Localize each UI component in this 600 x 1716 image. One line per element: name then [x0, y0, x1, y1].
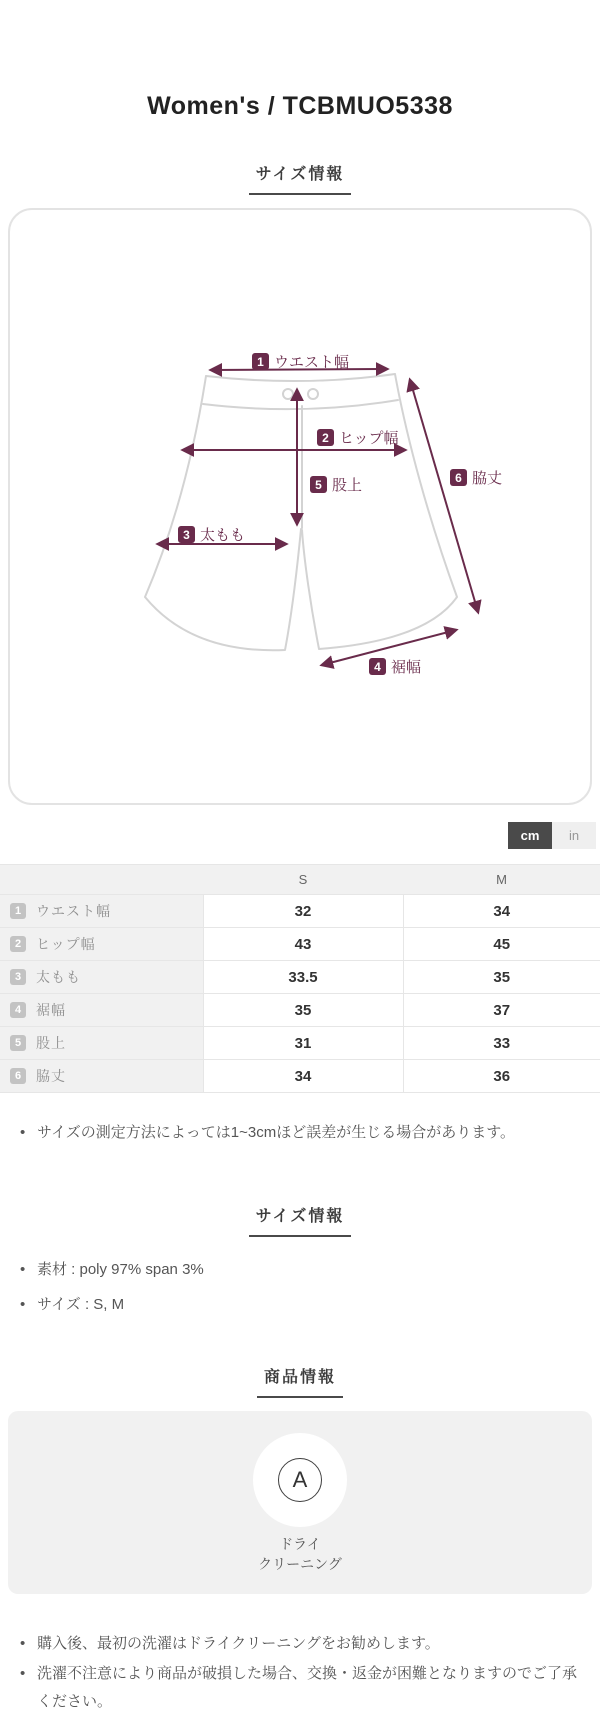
table-row: [0, 1060, 600, 1093]
shorts-measurement-diagram: [10, 210, 594, 807]
care-bullet-list: [0, 1630, 600, 1715]
care-instruction-panel: [8, 1411, 592, 1594]
size-table-col-m: M: [403, 865, 600, 895]
row-badge: 3: [10, 969, 26, 985]
row-label: 太もも: [36, 969, 81, 985]
bullet-dot: •: [20, 1124, 26, 1141]
button-right: [308, 389, 318, 399]
diagram-label-side-length: 脇丈: [472, 470, 503, 487]
size-value: 37: [403, 994, 600, 1027]
size-table: [0, 864, 600, 1093]
row-label: ヒップ幅: [36, 936, 96, 952]
size-value: 33.5: [203, 961, 403, 994]
size-note-text: サイズの測定方法によっては1~3cmほど誤差が生じる場合があります。: [37, 1124, 516, 1141]
care-note-2: 洗濯不注意により商品が破損した場合、交換・返金が困難となりますのでご了承ください。: [37, 1665, 578, 1710]
list-item: [0, 1660, 600, 1716]
size-value: 34: [203, 1060, 403, 1093]
row-badge: 2: [10, 936, 26, 952]
row-badge: 5: [10, 1035, 26, 1051]
size-table-header-row: [0, 865, 600, 895]
care-label: [258, 1534, 342, 1575]
size-table-corner-cell: [0, 865, 203, 895]
size-value: 35: [203, 994, 403, 1027]
row-label: 脇丈: [36, 1068, 66, 1084]
diagram-badge-4-num: 4: [374, 660, 381, 674]
table-row: [0, 961, 600, 994]
size-note: [0, 1119, 600, 1147]
bullet-dot: •: [20, 1665, 26, 1682]
material-text: 素材 : poly 97% span 3%: [37, 1260, 204, 1278]
side-length-arrow: [410, 380, 478, 612]
bullet-dot: •: [20, 1635, 26, 1653]
bullet-dot: •: [20, 1295, 26, 1313]
info-bullet-list: [0, 1256, 600, 1319]
list-item: [0, 1291, 600, 1319]
size-value: 33: [403, 1027, 600, 1060]
diagram-badge-2-num: 2: [322, 431, 329, 445]
button-left: [283, 389, 293, 399]
unit-toggle: [0, 822, 600, 849]
diagram-badge-6-num: 6: [455, 471, 462, 485]
size-value: 32: [203, 895, 403, 928]
size-value: 43: [203, 928, 403, 961]
diagram-badge-3-num: 3: [183, 528, 190, 542]
size-section-heading: サイズ情報: [249, 161, 352, 195]
size-value: 31: [203, 1027, 403, 1060]
table-row: [0, 1027, 600, 1060]
size-value: 35: [403, 961, 600, 994]
size-value: 34: [403, 895, 600, 928]
diagram-label-rise: 股上: [332, 477, 363, 494]
diagram-label-hem: 裾幅: [391, 659, 422, 676]
row-badge: 1: [10, 903, 26, 919]
list-item: [0, 1256, 600, 1284]
page-title: Women's / TCBMUO5338: [147, 92, 453, 120]
list-item: [0, 1630, 600, 1658]
size-value: 45: [403, 928, 600, 961]
row-label: ウエスト幅: [36, 903, 111, 919]
care-note-1: 購入後、最初の洗濯はドライクリーニングをお勧めします。: [37, 1635, 440, 1653]
shorts-outline: [145, 374, 457, 650]
size-list-text: サイズ : S, M: [37, 1295, 125, 1313]
size-table-col-s: S: [203, 865, 403, 895]
info-section-heading: サイズ情報: [249, 1203, 352, 1237]
unit-cm-button[interactable]: cm: [508, 822, 552, 849]
size-value: 36: [403, 1060, 600, 1093]
row-badge: 4: [10, 1002, 26, 1018]
bullet-dot: •: [20, 1260, 26, 1278]
size-diagram-panel: [8, 208, 592, 805]
diagram-badge-1-num: 1: [257, 355, 264, 369]
row-label: 裾幅: [36, 1002, 66, 1018]
table-row: [0, 928, 600, 961]
row-label: 股上: [36, 1035, 66, 1051]
diagram-badge-5-num: 5: [315, 478, 322, 492]
dry-cleaning-icon: A: [278, 1458, 322, 1502]
product-section-heading: 商品情報: [257, 1364, 343, 1398]
care-label-line1: ドライ: [279, 1535, 321, 1552]
care-symbol-circle: [253, 1433, 347, 1527]
diagram-label-waist: ウエスト幅: [274, 354, 350, 371]
unit-in-button[interactable]: in: [552, 822, 596, 849]
care-label-line2: クリーニング: [258, 1556, 342, 1573]
table-row: [0, 895, 600, 928]
measurement-labels: [178, 353, 502, 676]
diagram-label-hip: ヒップ幅: [339, 430, 399, 447]
diagram-label-thigh: 太もも: [200, 527, 246, 544]
row-badge: 6: [10, 1068, 26, 1084]
table-row: [0, 994, 600, 1027]
